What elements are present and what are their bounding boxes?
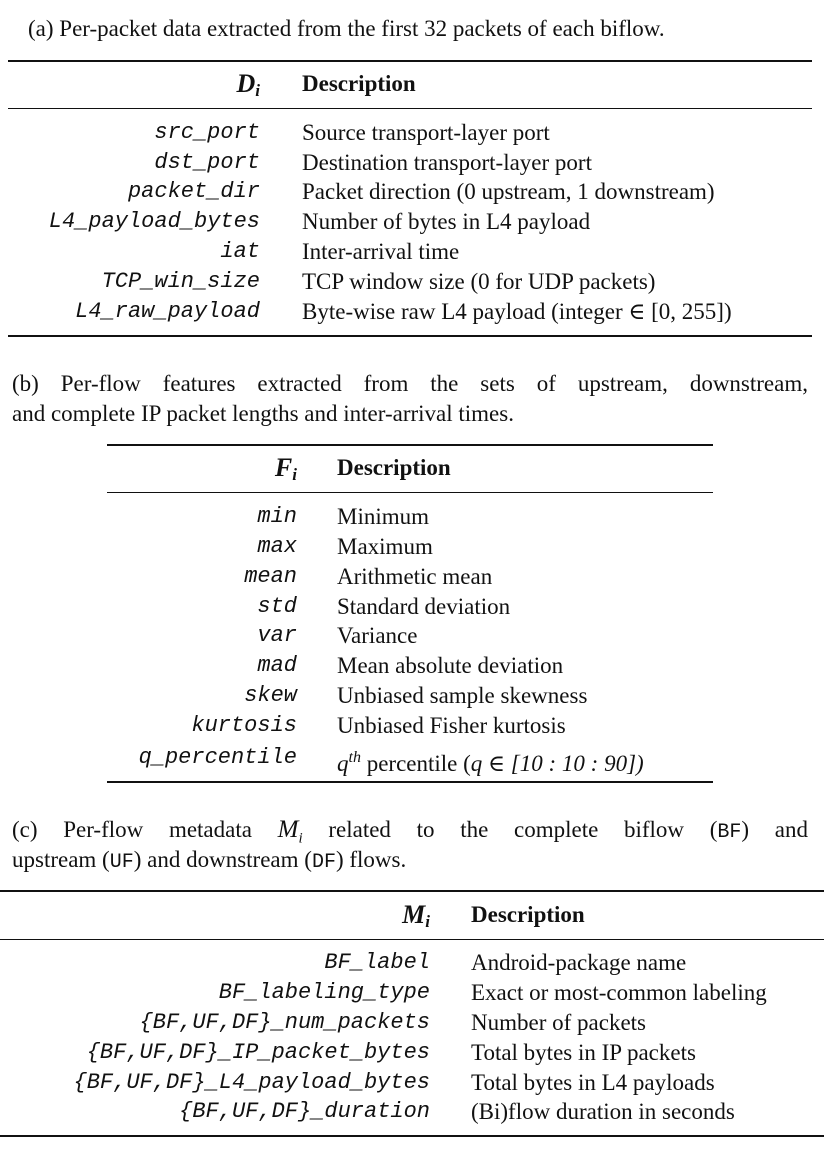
table-c-row-name: BF_labeling_type: [218, 980, 430, 1005]
table-b-caption-line1: (b) Per-flow features extracted from the sets of upstream, downstream,: [12, 371, 808, 396]
table-b-row-name: q_percentile: [138, 745, 297, 770]
table-b-caption-line2: and complete IP packet lengths and inter-arrival times.: [12, 401, 514, 426]
table-b-row-desc: Minimum: [337, 504, 430, 529]
table-b-top-rule: [107, 444, 713, 446]
table-a-header-description: Description: [302, 71, 416, 96]
table-b-header-symbol: $F_i$: [274, 453, 297, 484]
table-c-header-symbol: $M_i$: [402, 900, 430, 931]
table-a-row-desc: Source transport-layer port: [302, 120, 550, 145]
table-b-row-desc: Mean absolute deviation: [337, 653, 564, 678]
table-a-row-desc: Byte-wise raw L4 payload (integer ∈ [0, 255]): [302, 299, 732, 324]
table-b-row-name: mean: [244, 564, 297, 589]
table-c-row-name: {BF,UF,DF}_num_packets: [139, 1010, 430, 1035]
table-c-row-desc: Total bytes in IP packets: [471, 1040, 696, 1065]
table-b-row-name: skew: [244, 683, 297, 708]
table-b-row-name: min: [257, 504, 297, 529]
table-a-caption: (a) Per-packet data extracted from the first 32 packets of each biflow.: [28, 16, 665, 41]
table-a-row-desc: Destination transport-layer port: [302, 150, 592, 175]
table-b-row-desc: Arithmetic mean: [337, 564, 493, 589]
table-a-row-name: TCP_win_size: [101, 269, 260, 294]
table-a-row-desc: Inter-arrival time: [302, 239, 460, 264]
table-a-row-name: L4_raw_payload: [75, 299, 260, 324]
table-b-header-description: Description: [337, 455, 451, 480]
table-c-bottom-rule: [0, 1135, 824, 1137]
table-a-row-name: packet_dir: [127, 179, 260, 204]
table-a-bottom-rule: [8, 335, 812, 337]
table-c-caption-line2: upstream (UF) and downstream (DF) flows.: [12, 847, 407, 874]
table-c-caption-line1: (c) Per-flow metadata $M_i$ related to the complete biflow (BF) and: [12, 816, 808, 847]
table-b-row-desc: $q^{th}$ percentile (q ∈ [10 : 10 : 90]): [337, 749, 644, 776]
table-a-row-name: src_port: [154, 120, 260, 145]
table-b-row-name: std: [257, 594, 297, 619]
table-b-row-desc: Standard deviation: [337, 594, 511, 619]
table-b-row-desc: Maximum: [337, 534, 433, 559]
table-a-row-desc: TCP window size (0 for UDP packets): [302, 269, 656, 294]
table-b-row-desc: Unbiased sample skewness: [337, 683, 588, 708]
table-c-top-rule: [0, 890, 824, 892]
table-c-row-desc: Exact or most-common labeling: [471, 980, 767, 1005]
table-c-row-name: BF_label: [324, 950, 430, 975]
table-a-top-rule: [8, 60, 812, 62]
table-a-mid-rule: [8, 108, 812, 109]
table-c-header-description: Description: [471, 902, 585, 927]
table-a-row-desc: Packet direction (0 upstream, 1 downstream): [302, 179, 715, 204]
table-a-row-desc: Number of bytes in L4 payload: [302, 209, 591, 234]
table-c-row-name: {BF,UF,DF}_IP_packet_bytes: [86, 1040, 430, 1065]
table-c-row-name: {BF,UF,DF}_L4_payload_bytes: [73, 1070, 430, 1095]
table-c-row-name: {BF,UF,DF}_duration: [179, 1099, 430, 1124]
table-b-mid-rule: [107, 492, 713, 493]
table-b-row-name: kurtosis: [191, 713, 297, 738]
table-b-row-desc: Unbiased Fisher kurtosis: [337, 713, 566, 738]
table-c-row-desc: Android-package name: [471, 950, 687, 975]
table-c-mid-rule: [0, 939, 824, 940]
table-b-row-name: max: [257, 534, 297, 559]
table-a-header-symbol: $D_i$: [236, 69, 260, 100]
table-a-row-name: iat: [220, 239, 260, 264]
table-b-bottom-rule: [107, 781, 713, 783]
table-a-row-name: L4_payload_bytes: [48, 209, 260, 234]
table-c-row-desc: Total bytes in L4 payloads: [471, 1070, 715, 1095]
table-a-row-name: dst_port: [154, 150, 260, 175]
table-b-row-desc: Variance: [337, 623, 418, 648]
table-c-row-desc: (Bi)flow duration in seconds: [471, 1099, 735, 1124]
table-b-row-name: var: [257, 623, 297, 648]
table-b-row-name: mad: [257, 653, 297, 678]
table-c-row-desc: Number of packets: [471, 1010, 646, 1035]
